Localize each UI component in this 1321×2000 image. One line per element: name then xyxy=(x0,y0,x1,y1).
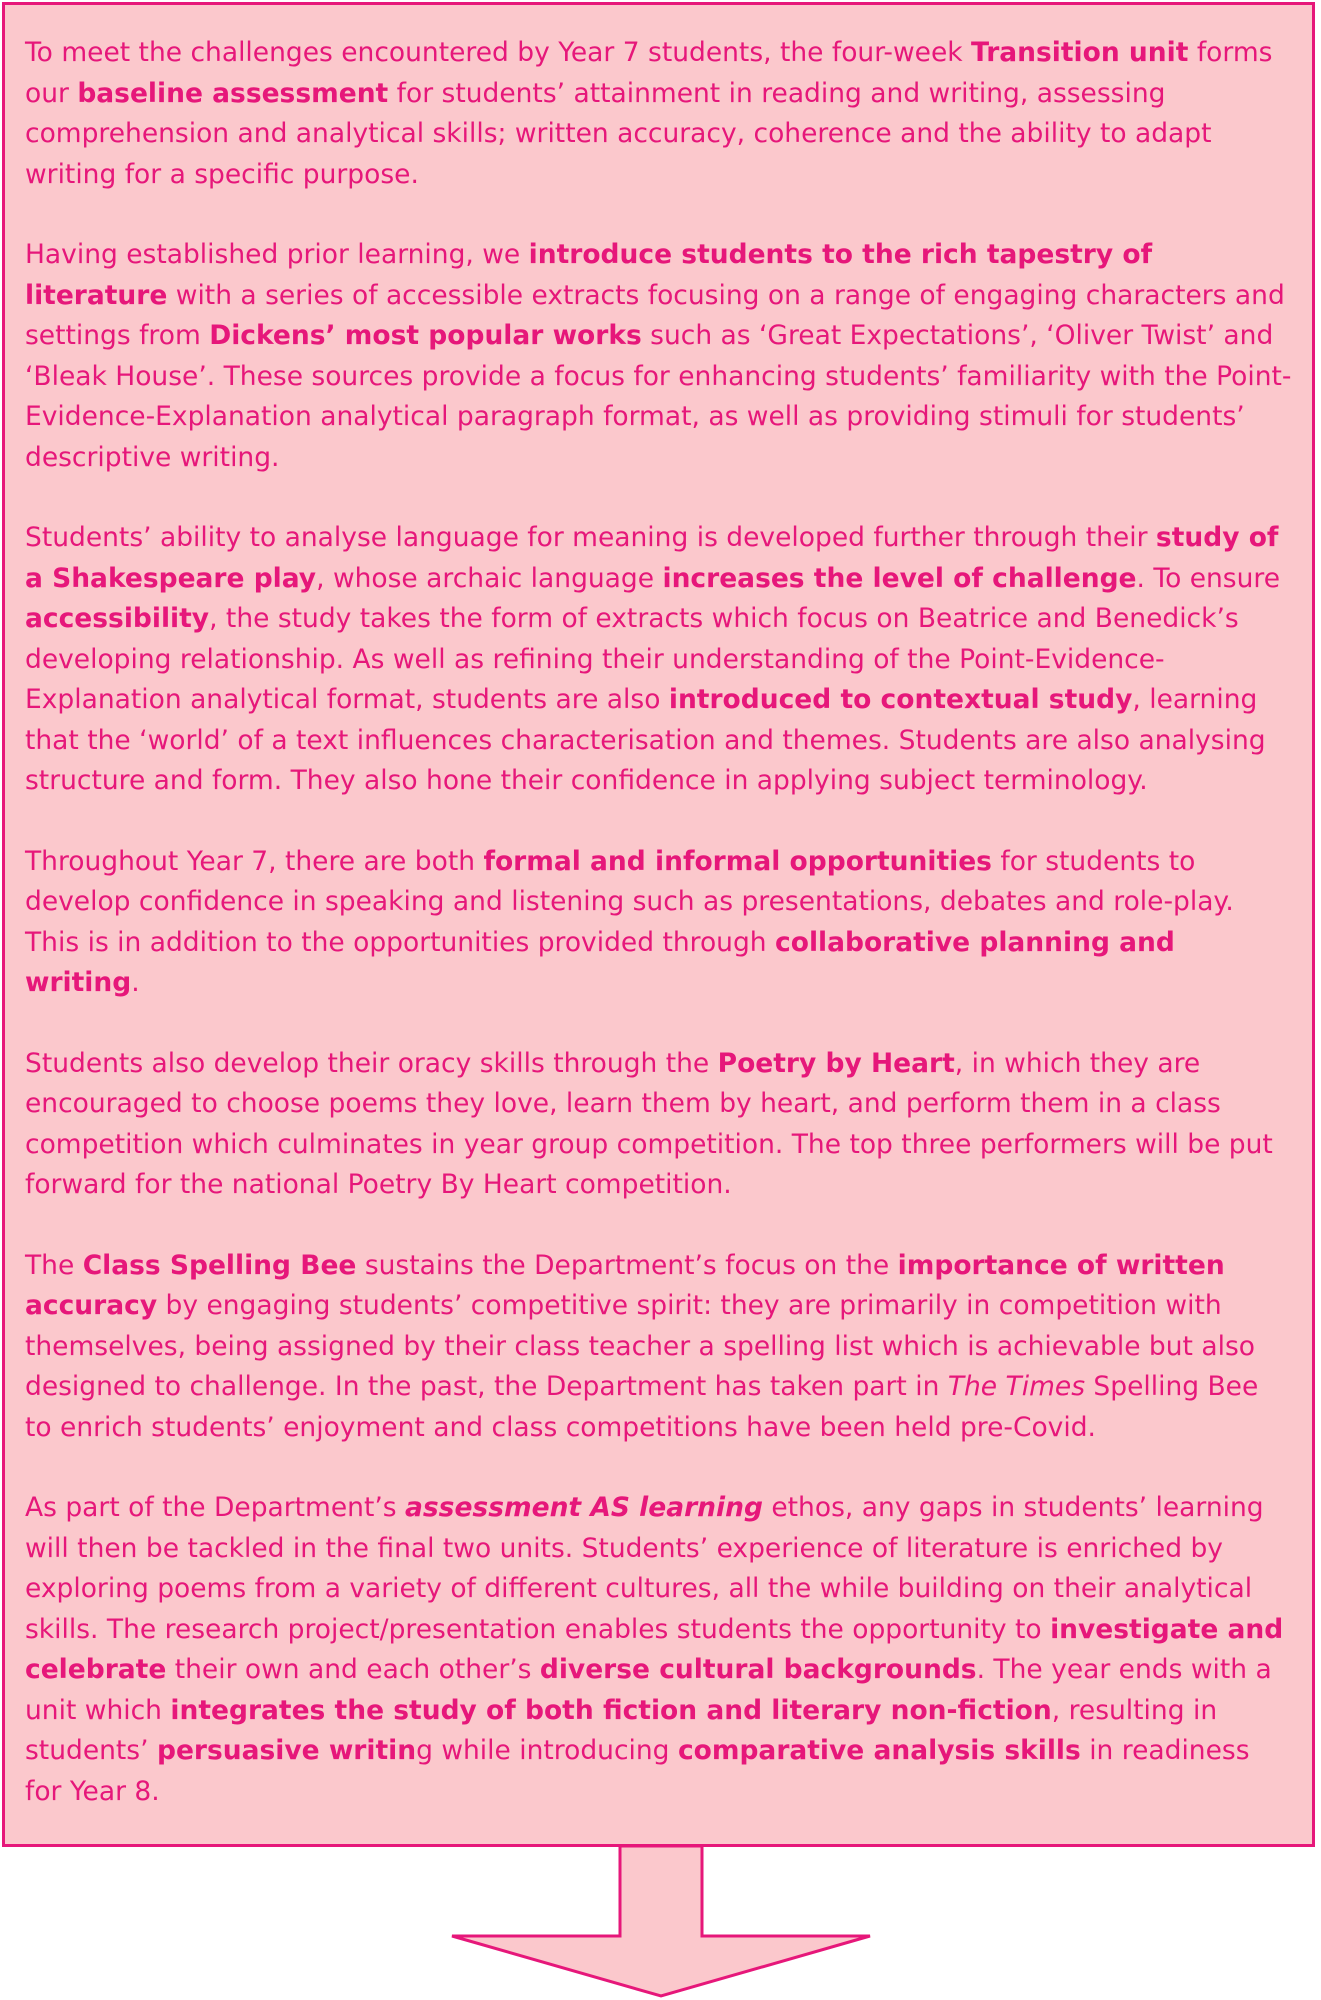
body-text: their own and each other’s xyxy=(166,1654,540,1685)
body-text: forms our xyxy=(25,37,1273,109)
body-text: To meet the challenges encountered by Year 7 students, the four-week xyxy=(25,37,972,68)
emphasis-text: Class Spelling Bee xyxy=(82,1249,357,1281)
body-text: As part of the Department’s xyxy=(25,1492,406,1523)
emphasis-text: accessibility xyxy=(25,603,210,634)
emphasis-text: study of a Shakespeare play xyxy=(25,522,1279,594)
emphasis-text: increases the level of challenge xyxy=(662,562,1137,594)
body-text: in readiness for Year 8. xyxy=(25,1735,1250,1807)
emphasis-text: collaborative planning and writing xyxy=(25,926,1175,998)
body-text: Students also develop their oracy skills through the xyxy=(25,1047,718,1079)
emphasis-text: investigate and celebrate xyxy=(25,1613,1284,1685)
body-text: such as ‘Great Expectations’, ‘Oliver Twist’ and ‘Bleak House’. These sources provide a focus for enhancing students’ familiarity with the Point-Evidence-Explanation analytical paragraph format, as well as providing stimuli for students’ descriptive writing. xyxy=(25,320,1292,473)
body-text: . The year ends with a unit which xyxy=(25,1654,1272,1726)
body-text: , learning that the ‘world’ of a text influences characterisation and themes. Students are also analysing structure and form. They also hone their confidence in applying subject terminology. xyxy=(25,684,1266,796)
emphasis-text: Dickens’ most popular works xyxy=(209,320,642,351)
emphasis-text: introduce students to the rich tapestry of literature xyxy=(25,239,1153,311)
body-text: , resulting in students’ xyxy=(25,1694,1218,1766)
emphasis-text: importance of written accuracy xyxy=(25,1249,1225,1321)
body-text: for students’ attainment in reading and writing, assessing comprehension and analytical skills; written accuracy, coherence and the ability to adapt writing for a specific purpose. xyxy=(25,77,1212,190)
body-text: Spelling Bee to enrich students’ enjoyment and class competitions have been held pre-Covid. xyxy=(25,1371,1259,1443)
emphasis-text: baseline assessment xyxy=(77,77,389,109)
emphasis-text: persuasive writin xyxy=(156,1735,417,1766)
emphasis-text: diverse cultural backgrounds xyxy=(539,1654,977,1685)
italic-title-text: The Times xyxy=(947,1371,1085,1402)
body-text: ethos, any gaps in students’ learning will then be tackled in the final two units. Students’ experience of literature is enriched by exploring poems from a variety of different cultures, all the while building on their analytical skills. The research project/presentation enables students the opportunity to xyxy=(25,1492,1264,1645)
body-text: . To ensure xyxy=(1136,562,1281,594)
body-text: , whose archaic language xyxy=(316,562,663,594)
emphasis-text: Poetry by Heart xyxy=(717,1047,955,1079)
bold-italic-text: assessment AS learning xyxy=(405,1492,763,1523)
body-text: Throughout Year 7, there are both xyxy=(25,845,484,877)
body-text: Students’ ability to analyse language for meaning is developed further through their xyxy=(25,522,1156,553)
emphasis-text: introduced to contextual study xyxy=(668,684,1133,715)
emphasis-text: Transition unit xyxy=(971,37,1189,68)
body-text: . xyxy=(131,967,140,998)
body-text: by engaging students’ competitive spirit: they are primarily in competition with themselves, being assigned by their class teacher a spelling list which is achievable but also designed to challenge. In the past, the Department has taken part in xyxy=(25,1290,1255,1402)
body-text: , in which they are encouraged to choose poems they love, learn them by heart, and perform them in a class competition which culminates in year group competition. The top three performers will be put forward for the national Poetry By Heart competition. xyxy=(25,1047,1273,1200)
body-text: for students to develop confidence in speaking and listening such as presentations, debates and role-play. This is in addition to the opportunities provided through xyxy=(25,845,1234,958)
emphasis-text: integrates the study of both fiction and literary non-fiction xyxy=(170,1694,1052,1726)
body-text: , the study takes the form of extracts which focus on Beatrice and Benedick’s developing relationship. As well as refining their understanding of the Point-Evidence-Explanation analytical format, students are also xyxy=(25,603,1239,715)
body-text: Having established prior learning, we xyxy=(25,239,529,270)
body-text: The xyxy=(25,1249,83,1281)
emphasis-text: formal and informal opportunities xyxy=(483,845,992,877)
body-text: with a series of accessible extracts focusing on a range of engaging characters and settings from xyxy=(25,279,1285,351)
emphasis-text: comparative analysis skills xyxy=(677,1735,1081,1766)
body-text: g while introducing xyxy=(416,1735,678,1766)
body-text: sustains the Department’s focus on the xyxy=(356,1249,898,1281)
